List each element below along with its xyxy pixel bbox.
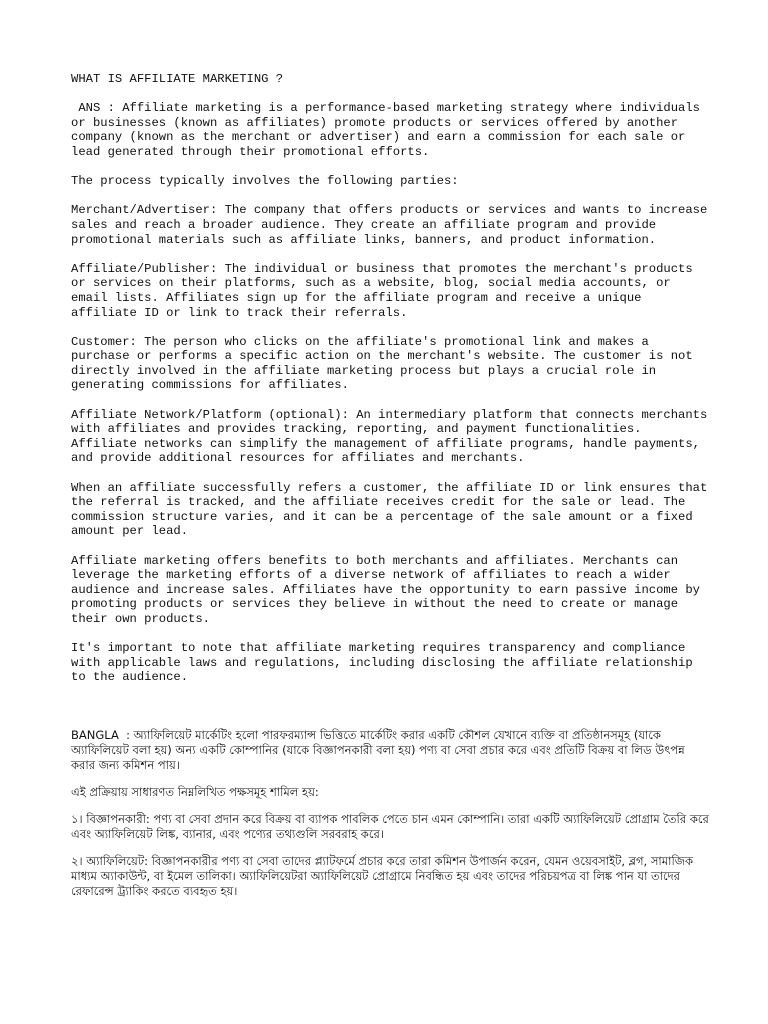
referral-paragraph: When an affiliate successfully refers a customer, the affiliate ID or link ensures that the referral is tracked, and the affiliate receives credit for the sale or lead. The commission structure varies, and it can be a percentage of the sale amount or a fixed amount per lead.	[71, 480, 715, 539]
benefits-paragraph: Affiliate marketing offers benefits to both merchants and affiliates. Merchants can leverage the marketing efforts of a diverse network of affiliates to reach a wider audience and increase sales. Affiliates have the opportunity to earn passive income by promoting products or services they believe in without the need to create or manage their own products.	[71, 553, 708, 626]
document-title: WHAT IS AFFILIATE MARKETING ?	[71, 72, 284, 86]
affiliate-paragraph: Affiliate/Publisher: The individual or business that promotes the merchant's products or services on their platforms, such as a website, blog, social media accounts, or email lists. Affiliates sign up for the affiliate program and receive a unique affiliate ID or link to track their referrals.	[71, 261, 700, 320]
bangla-affiliate-paragraph: ২। অ্যাফিলিয়েট: বিজ্ঞাপনকারীর পণ্য বা সেবা তাদের প্ল্যাটফর্মে প্রচার করে তারা কমিশন উপার্জন করেন, যেমন ওয়েবসাইট, ব্লগ, সামাজিক মাধ্যম অ্যাকাউন্ট, বা ইমেল তালিকা। অ্যাফিলিয়েটরা অ্যাফিলিয়েট প্রোগ্রামে নিবন্ধিত হয় এবং তাদের পরিচয়পত্র বা লিঙ্ক পান যা তাদের রেফারেন্স ট্র্যাকিং করতে ব্যবহৃত হয়।	[71, 853, 697, 898]
customer-paragraph: Customer: The person who clicks on the affiliate's promotional link and makes a purchase or performs a specific action on the merchant's website. The customer is not directly involved in the affiliate marketing process but plays a crucial role in generating commissions for affiliates.	[71, 334, 700, 393]
bangla-merchant-paragraph: ১। বিজ্ঞাপনকারী: পণ্য বা সেবা প্রদান করে বিক্রয় বা ব্যাপক পাবলিক পেতে চান এমন কোম্পানি। তারা একটি অ্যাফিলিয়েট প্রোগ্রাম তৈরি করে এবং অ্যাফিলিয়েট লিঙ্ক, ব্যানার, এবং পণ্যের তথ্যগুলি সরবরাহ করে।	[71, 811, 713, 841]
document-page	[71, 72, 715, 911]
compliance-paragraph: It's important to note that affiliate marketing requires transparency and compliance with applicable laws and regulations, including disclosing the affiliate relationship to the audience.	[71, 641, 700, 685]
bangla-section	[71, 728, 711, 899]
answer-paragraph: ANS : Affiliate marketing is a performance-based marketing strategy where individuals or businesses (known as affiliates) promote products or services offered by another company (known as the merchant or advertiser) and earn a commission for each sale or lead generated through their promotional efforts.	[71, 101, 708, 159]
bangla-intro-paragraph: BANGLA : অ্যাফিলিয়েট মার্কেটিং হলো পারফরম্যান্স ভিত্তিতে মার্কেটিং করার একটি কৌশল যেখানে ব্যক্তি বা প্রতিষ্ঠানসমূহ (যাকে অ্যাফিলিয়েট বলা হয়) অন্য একটি কোম্পানির (যাকে বিজ্ঞাপনকারী বলা হয়) পণ্য বা সেবা প্রচার করে এবং প্রতিটি বিক্রয় বা লিড উৎপন্ন করার জন্য কমিশন পায়।	[71, 727, 689, 772]
network-paragraph: Affiliate Network/Platform (optional): An intermediary platform that connects merchants with affiliates and provides tracking, reporting, and payment functionalities. Affiliate networks can simplify the management of affiliate programs, handle payments, and provide additional resources for affiliates and merchants.	[71, 407, 715, 466]
bangla-parties-intro: এই প্রক্রিয়ায় সাধারণত নিম্নলিখিত পক্ষসমূহ শামিল হয়:	[71, 784, 319, 799]
merchant-paragraph: Merchant/Advertiser: The company that offers products or services and wants to increase sales and reach a broader audience. They create an affiliate program and provide promotional materials such as affiliate links, banners, and product information.	[71, 203, 715, 247]
parties-intro: The process typically involves the following parties:	[71, 174, 459, 189]
